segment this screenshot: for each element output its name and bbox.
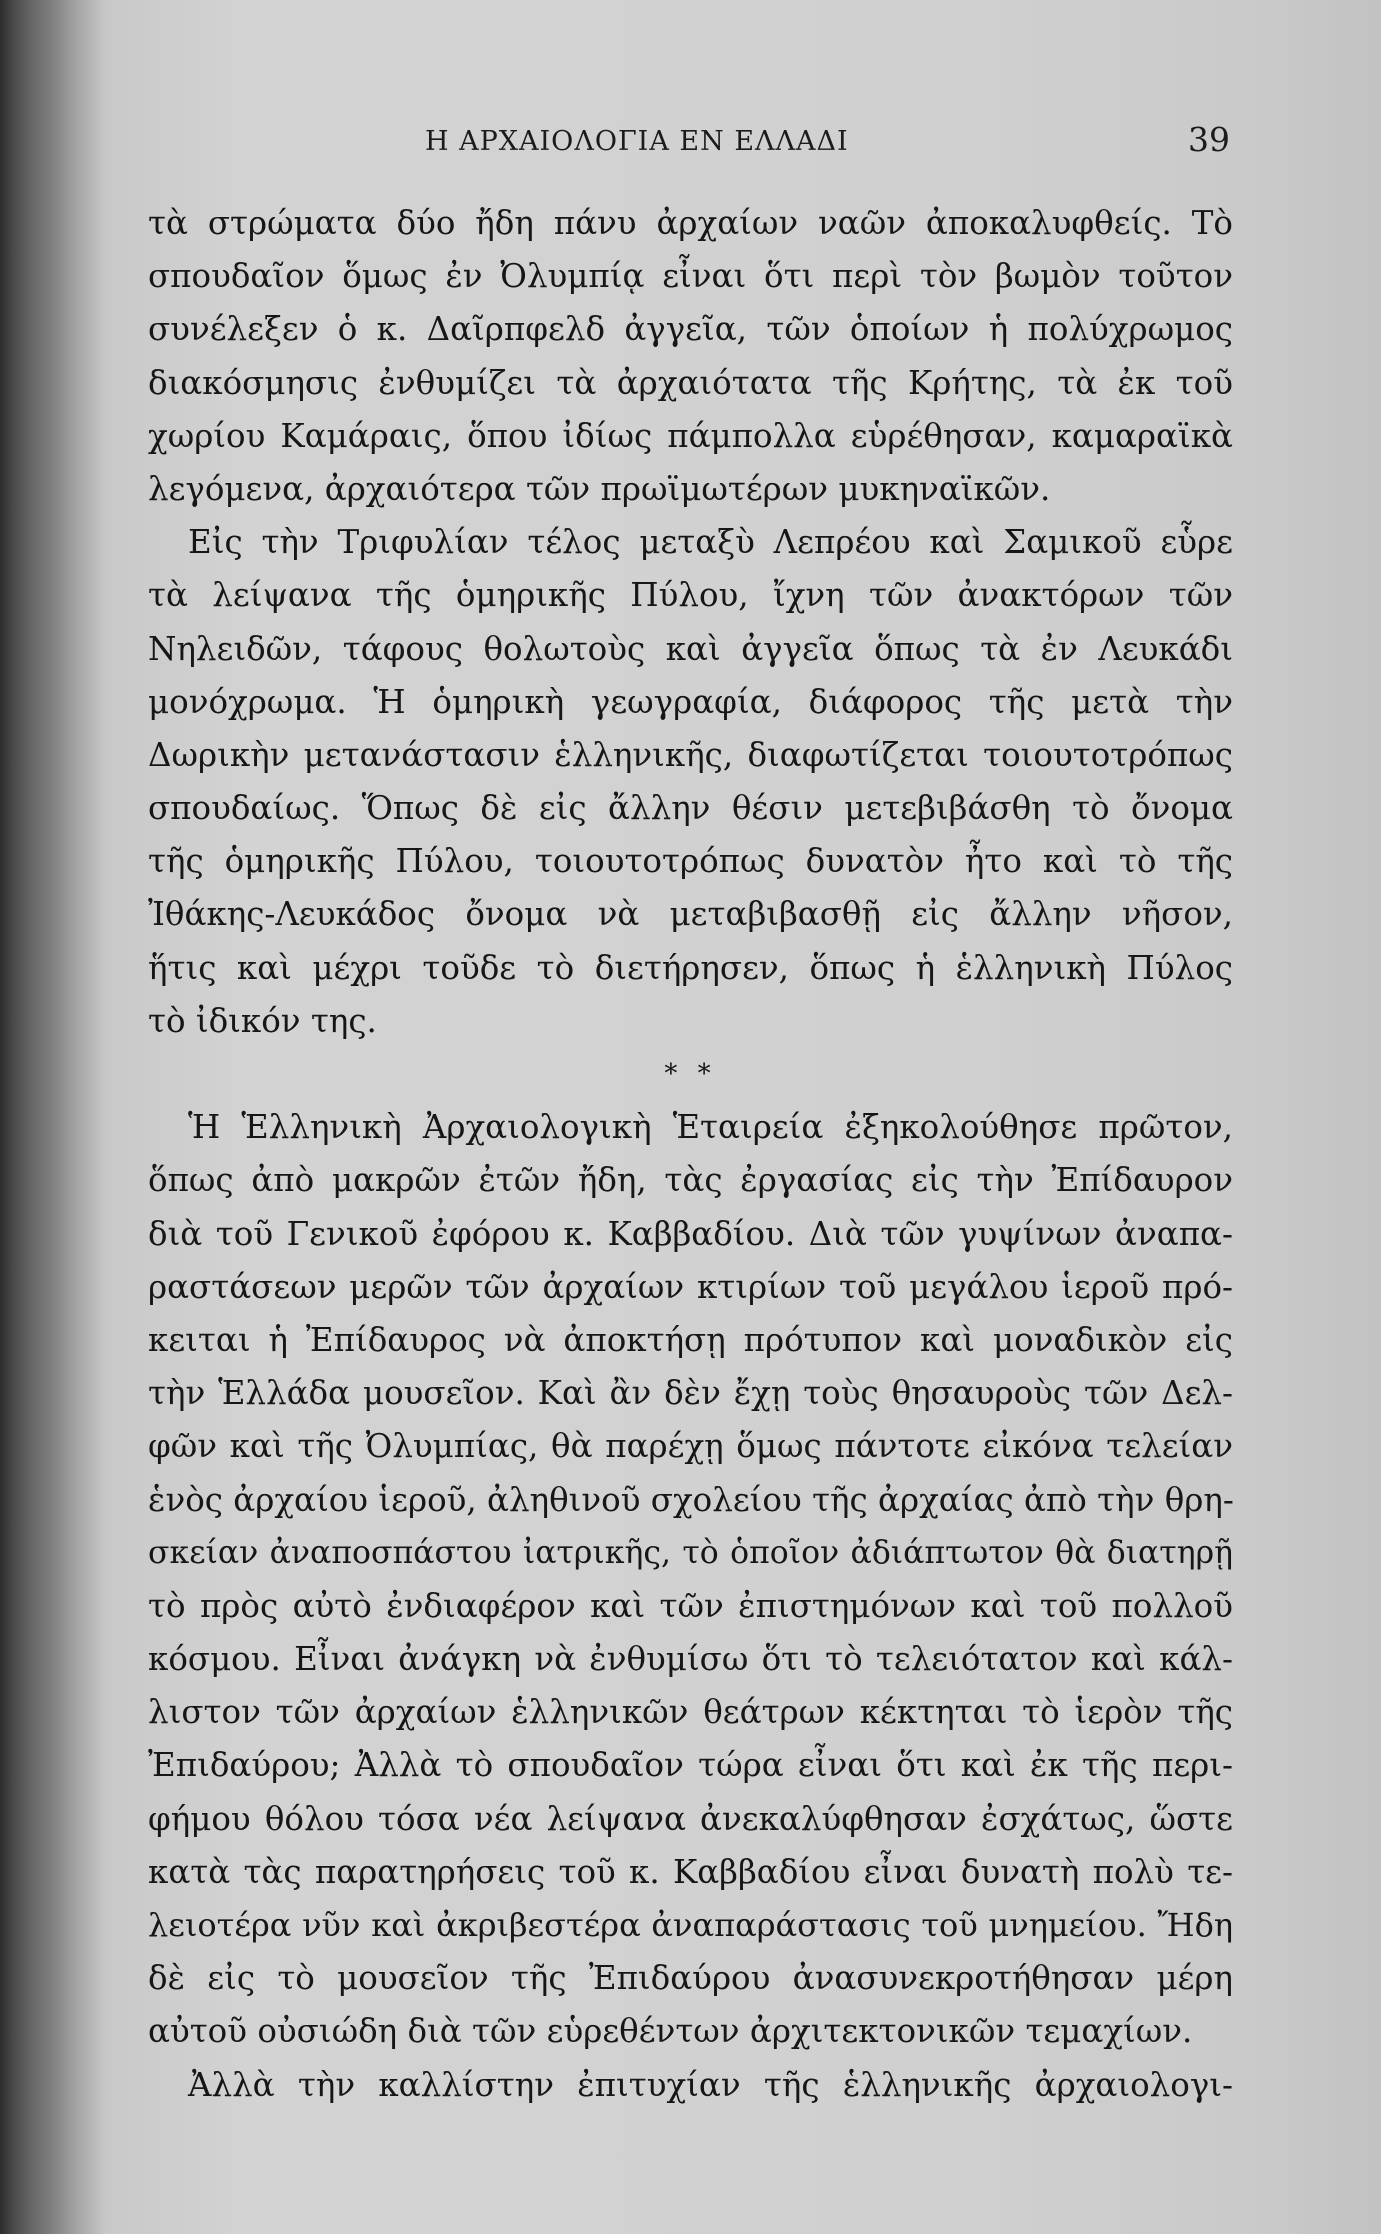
- text-line: τὴν Ἑλλάδα μουσεῖον. Καὶ ἂν δὲν ἔχῃ τοὺς θησαυροὺς τῶν Δελ-: [148, 1374, 1233, 1413]
- text-line: Ἀλλὰ τὴν καλλίστην ἐπιτυχίαν τῆς ἑλληνικῆς ἀρχαιολογι-: [188, 2065, 1233, 2104]
- text-line: Νηλειδῶν, τάφους θολωτοὺς καὶ ἀγγεῖα ὅπως τὰ ἐν Λευκάδι: [148, 629, 1233, 668]
- text-line: κόσμου. Εἶναι ἀνάγκη νὰ ἐνθυμίσω ὅτι τὸ τελειότατον καὶ κάλ-: [148, 1640, 1233, 1679]
- text-line: Εἰς τὴν Τριφυλίαν τέλος μεταξὺ Λεπρέου καὶ Σαμικοῦ εὗρε: [188, 523, 1233, 562]
- text-line: κατὰ τὰς παρατηρήσεις τοῦ κ. Καββαδίου εἶναι δυνατὴ πολὺ τε-: [148, 1852, 1233, 1891]
- page-header: [150, 120, 1230, 176]
- text-line: τὰ λείψανα τῆς ὁμηρικῆς Πύλου, ἴχνη τῶν ἀνακτόρων τῶν: [148, 576, 1233, 615]
- text-line: τὸ ἰδικόν της.: [148, 1001, 377, 1040]
- gutter-shadow: [34, 0, 104, 2234]
- book-binding-edge: [0, 0, 34, 2234]
- text-line: διὰ τοῦ Γενικοῦ ἐφόρου κ. Καββαδίου. Διὰ τῶν γυψίνων ἀναπα-: [148, 1214, 1233, 1253]
- section-divider-asterisks: * *: [664, 1059, 717, 1089]
- text-line: σπουδαίως. Ὅπως δὲ εἰς ἄλλην θέσιν μετεβιβάσθη τὸ ὄνομα: [148, 789, 1233, 828]
- text-line: αὐτοῦ οὐσιώδη διὰ τῶν εὑρεθέντων ἀρχιτεκτονικῶν τεμαχίων.: [148, 2012, 1193, 2051]
- text-line: τὰ στρώματα δύο ἤδη πάνυ ἀρχαίων ναῶν ἀποκαλυφθείς. Τὸ: [148, 204, 1233, 242]
- text-line: λεγόμενα, ἀρχαιότερα τῶν πρωϊμωτέρων μυκηναϊκῶν.: [148, 469, 1051, 508]
- body-text: [148, 197, 1233, 2112]
- text-line: λειοτέρα νῦν καὶ ἀκριβεστέρα ἀναπαράστασις τοῦ μνημείου. Ἤδη: [148, 1906, 1233, 1944]
- text-line: φήμου θόλου τόσα νέα λείψανα ἀνεκαλύφθησαν ἐσχάτως, ὥστε: [148, 1799, 1233, 1838]
- text-line: δὲ εἰς τὸ μουσεῖον τῆς Ἐπιδαύρου ἀνασυνεκροτήθησαν μέρη: [148, 1959, 1233, 1998]
- text-line: μονόχρωμα. Ἡ ὁμηρικὴ γεωγραφία, διάφορος τῆς μετὰ τὴν: [148, 682, 1233, 721]
- text-line: ἥτις καὶ μέχρι τοῦδε τὸ διετήρησεν, ὅπως ἡ ἑλληνικὴ Πύλος: [148, 948, 1233, 987]
- text-line: λιστον τῶν ἀρχαίων ἑλληνικῶν θεάτρων κέκτηται τὸ ἱερὸν τῆς: [148, 1693, 1233, 1732]
- text-line: Ἐπιδαύρου; Ἀλλὰ τὸ σπουδαῖον τώρα εἶναι ὅτι καὶ ἐκ τῆς περι-: [148, 1746, 1233, 1785]
- text-line: σκείαν ἀναποσπάστου ἰατρικῆς, τὸ ὁποῖον ἀδιάπτωτον θὰ διατηρῇ: [148, 1534, 1233, 1571]
- text-line: φῶν καὶ τῆς Ὀλυμπίας, θὰ παρέχῃ ὅμως πάντοτε εἰκόνα τελείαν: [148, 1427, 1233, 1466]
- text-line: Ἰθάκης-Λευκάδος ὄνομα νὰ μεταβιβασθῇ εἰς ἄλλην νῆσον,: [148, 895, 1233, 934]
- text-line: ραστάσεων μερῶν τῶν ἀρχαίων κτιρίων τοῦ μεγάλου ἱεροῦ πρό-: [148, 1267, 1233, 1306]
- text-line: συνέλεξεν ὁ κ. Δαῖρπφελδ ἀγγεῖα, τῶν ὁποίων ἡ πολύχρωμος: [148, 310, 1233, 349]
- text-line: Ἡ Ἑλληνικὴ Ἀρχαιολογικὴ Ἑταιρεία ἐξηκολούθησε πρῶτον,: [188, 1108, 1233, 1147]
- text-line: ὅπως ἀπὸ μακρῶν ἐτῶν ἤδη, τὰς ἐργασίας εἰς τὴν Ἐπίδαυρον: [148, 1161, 1233, 1200]
- running-head: Η ΑΡΧΑΙΟΛΟΓΙΑ ΕΝ ΕΛΛΑΔΙ: [425, 126, 849, 157]
- text-line: τὸ πρὸς αὐτὸ ἐνδιαφέρον καὶ τῶν ἐπιστημόνων καὶ τοῦ πολλοῦ: [148, 1586, 1233, 1625]
- page-number: 39: [1188, 120, 1230, 159]
- text-line: κειται ἡ Ἐπίδαυρος νὰ ἀποκτήσῃ πρότυπον καὶ μοναδικὸν εἰς: [148, 1320, 1233, 1359]
- text-line: χωρίου Καμάραις, ὅπου ἰδίως πάμπολλα εὑρέθησαν, καμαραϊκὰ: [148, 416, 1233, 455]
- text-line: διακόσμησις ἐνθυμίζει τὰ ἀρχαιότατα τῆς Κρήτης, τὰ ἐκ τοῦ: [148, 363, 1233, 402]
- text-line: σπουδαῖον ὅμως ἐν Ὀλυμπίᾳ εἶναι ὅτι περὶ τὸν βωμὸν τοῦτον: [148, 257, 1233, 296]
- text-line: Δωρικὴν μετανάστασιν ἑλληνικῆς, διαφωτίζεται τοιουτοτρόπως: [148, 735, 1233, 774]
- text-line: ἑνὸς ἀρχαίου ἱεροῦ, ἀληθινοῦ σχολείου τῆς ἀρχαίας ἀπὸ τὴν θρη-: [148, 1480, 1234, 1519]
- text-line: τῆς ὁμηρικῆς Πύλου, τοιουτοτρόπως δυνατὸν ἦτο καὶ τὸ τῆς: [148, 842, 1233, 881]
